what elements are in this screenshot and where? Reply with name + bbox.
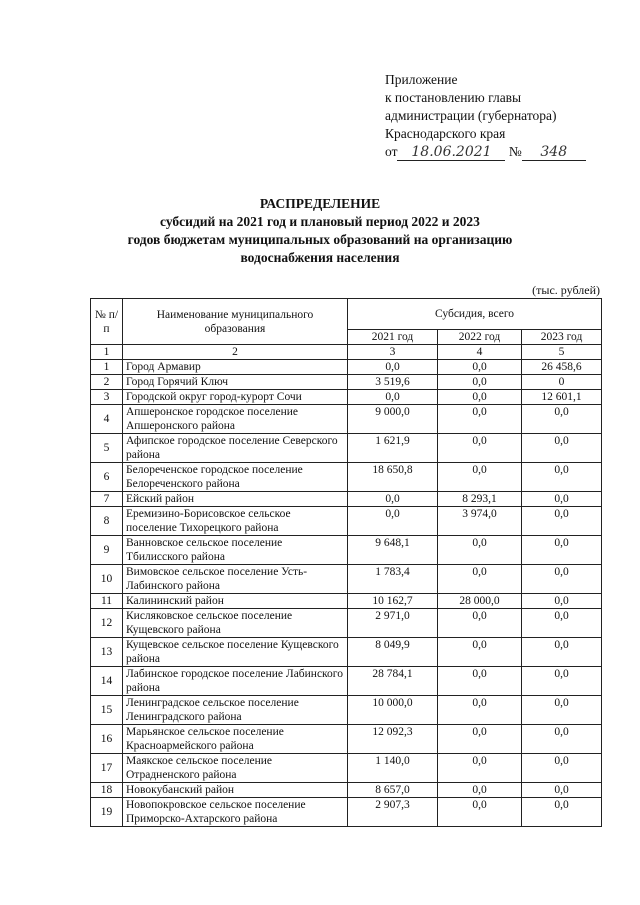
value-2023: 0,0 (522, 754, 602, 783)
value-2023: 0,0 (522, 609, 602, 638)
value-2021: 0,0 (348, 360, 438, 375)
header-subsidy: Субсидия, всего (348, 299, 602, 330)
municipality-name: Ванновское сельское поселение Тбилисского района (123, 536, 348, 565)
municipality-name: Белореченское городское поселение Белореченского района (123, 463, 348, 492)
value-2021: 12 092,3 (348, 725, 438, 754)
value-2021: 0,0 (348, 390, 438, 405)
value-2022: 0,0 (438, 375, 522, 390)
row-number: 1 (91, 360, 123, 375)
appendix-line-3: администрации (губернатора) (385, 108, 557, 123)
header-name: Наименование муниципального образования (123, 299, 348, 345)
value-2023: 0,0 (522, 434, 602, 463)
value-2022: 0,0 (438, 754, 522, 783)
table-row (91, 375, 602, 390)
value-2022: 0,0 (438, 783, 522, 798)
row-number: 13 (91, 638, 123, 667)
value-2023: 0 (522, 375, 602, 390)
value-2021: 8 657,0 (348, 783, 438, 798)
table-row (91, 390, 602, 405)
value-2022: 0,0 (438, 798, 522, 827)
row-number: 9 (91, 536, 123, 565)
row-number: 6 (91, 463, 123, 492)
row-number: 15 (91, 696, 123, 725)
row-number: 19 (91, 798, 123, 827)
header-num: № п/п (91, 299, 123, 345)
row-number: 2 (91, 375, 123, 390)
decree-date: 18.06.2021 (411, 144, 492, 160)
row-number: 10 (91, 565, 123, 594)
table-row (91, 725, 602, 754)
municipality-name: Еремизино-Борисовское сельское поселение Тихорецкого района (123, 507, 348, 536)
header-2023: 2023 год (522, 330, 602, 345)
title-line-3: годов бюджетам муниципальных образований на организацию (127, 232, 513, 247)
table-row (91, 696, 602, 725)
value-2022: 28 000,0 (438, 594, 522, 609)
row-number: 5 (91, 434, 123, 463)
title-line-4: водоснабжения населения (240, 250, 400, 265)
value-2021: 9 648,1 (348, 536, 438, 565)
value-2021: 9 000,0 (348, 405, 438, 434)
table-row (91, 565, 602, 594)
row-number: 18 (91, 783, 123, 798)
value-2021: 2 971,0 (348, 609, 438, 638)
table-row (91, 405, 602, 434)
value-2023: 0,0 (522, 667, 602, 696)
value-2022: 0,0 (438, 696, 522, 725)
table-row (91, 667, 602, 696)
value-2022: 8 293,1 (438, 492, 522, 507)
header-2022: 2022 год (438, 330, 522, 345)
appendix-date-line (385, 143, 586, 161)
appendix-line-2: к постановлению главы (385, 90, 522, 105)
row-number: 7 (91, 492, 123, 507)
value-2021: 1 783,4 (348, 565, 438, 594)
value-2022: 0,0 (438, 609, 522, 638)
value-2023: 0,0 (522, 507, 602, 536)
municipality-name: Калининский район (123, 594, 348, 609)
table-row (91, 360, 602, 375)
value-2023: 0,0 (522, 492, 602, 507)
municipality-name: Город Армавир (123, 360, 348, 375)
value-2023: 0,0 (522, 405, 602, 434)
row-number: 12 (91, 609, 123, 638)
municipality-name: Кущевское сельское поселение Кущевского района (123, 638, 348, 667)
municipality-name: Ейский район (123, 492, 348, 507)
municipality-name: Лабинское городское поселение Лабинского района (123, 667, 348, 696)
value-2022: 0,0 (438, 360, 522, 375)
municipality-name: Кисляковское сельское поселение Кущевского района (123, 609, 348, 638)
table-row (91, 798, 602, 827)
table-row (91, 594, 602, 609)
col-index: 1 (91, 345, 123, 360)
table-row (91, 463, 602, 492)
row-number: 17 (91, 754, 123, 783)
value-2023: 0,0 (522, 594, 602, 609)
municipality-name: Город Горячий Ключ (123, 375, 348, 390)
value-2022: 0,0 (438, 434, 522, 463)
col-index: 3 (348, 345, 438, 360)
municipality-name: Новокубанский район (123, 783, 348, 798)
value-2022: 3 974,0 (438, 507, 522, 536)
value-2023: 12 601,1 (522, 390, 602, 405)
subsidy-table (90, 298, 602, 827)
value-2021: 1 140,0 (348, 754, 438, 783)
municipality-name: Новопокровское сельское поселение Приморско-Ахтарского района (123, 798, 348, 827)
value-2023: 0,0 (522, 565, 602, 594)
value-2021: 18 650,8 (348, 463, 438, 492)
value-2021: 10 162,7 (348, 594, 438, 609)
table-row (91, 536, 602, 565)
table-row (91, 492, 602, 507)
value-2021: 10 000,0 (348, 696, 438, 725)
title-line-1: РАСПРЕДЕЛЕНИЕ (259, 196, 381, 211)
table-row (91, 783, 602, 798)
value-2023: 0,0 (522, 725, 602, 754)
municipality-name: Вимовское сельское поселение Усть-Лабинского района (123, 565, 348, 594)
header-2021: 2021 год (348, 330, 438, 345)
appendix-line-1: Приложение (385, 72, 458, 87)
value-2022: 0,0 (438, 667, 522, 696)
value-2023: 0,0 (522, 798, 602, 827)
value-2021: 2 907,3 (348, 798, 438, 827)
municipality-name: Марьянское сельское поселение Красноармейского района (123, 725, 348, 754)
value-2023: 0,0 (522, 696, 602, 725)
row-number: 4 (91, 405, 123, 434)
value-2021: 3 519,6 (348, 375, 438, 390)
municipality-name: Апшеронское городское поселение Апшеронского района (123, 405, 348, 434)
value-2023: 26 458,6 (522, 360, 602, 375)
table-row (91, 507, 602, 536)
table-row (91, 434, 602, 463)
from-label: от (385, 144, 398, 159)
row-number: 14 (91, 667, 123, 696)
col-index: 5 (522, 345, 602, 360)
municipality-name: Афипское городское поселение Северского района (123, 434, 348, 463)
col-index: 4 (438, 345, 522, 360)
row-number: 11 (91, 594, 123, 609)
value-2023: 0,0 (522, 463, 602, 492)
value-2022: 0,0 (438, 405, 522, 434)
municipality-name: Ленинградское сельское поселение Ленинградского района (123, 696, 348, 725)
decree-number: 348 (540, 144, 568, 160)
value-2021: 8 049,9 (348, 638, 438, 667)
appendix-line-4: Краснодарского края (385, 126, 506, 141)
title-line-2: субсидий на 2021 год и плановый период 2022 и 2023 (160, 214, 480, 229)
document-title (0, 195, 640, 267)
value-2022: 0,0 (438, 390, 522, 405)
row-number: 3 (91, 390, 123, 405)
value-2022: 0,0 (438, 725, 522, 754)
row-number: 16 (91, 725, 123, 754)
value-2023: 0,0 (522, 783, 602, 798)
value-2022: 0,0 (438, 463, 522, 492)
municipality-name: Маякское сельское поселение Отрадненского района (123, 754, 348, 783)
value-2021: 0,0 (348, 492, 438, 507)
col-index: 2 (123, 345, 348, 360)
number-label: № (508, 144, 522, 159)
value-2021: 1 621,9 (348, 434, 438, 463)
column-index-row (91, 345, 602, 360)
value-2023: 0,0 (522, 536, 602, 565)
value-2022: 0,0 (438, 536, 522, 565)
units-note: (тыс. рублей) (532, 283, 600, 297)
municipality-name: Городской округ город-курорт Сочи (123, 390, 348, 405)
value-2021: 28 784,1 (348, 667, 438, 696)
table-row (91, 754, 602, 783)
value-2021: 0,0 (348, 507, 438, 536)
row-number: 8 (91, 507, 123, 536)
value-2022: 0,0 (438, 638, 522, 667)
table-row (91, 638, 602, 667)
value-2023: 0,0 (522, 638, 602, 667)
appendix-block (385, 71, 586, 161)
value-2022: 0,0 (438, 565, 522, 594)
table-row (91, 609, 602, 638)
